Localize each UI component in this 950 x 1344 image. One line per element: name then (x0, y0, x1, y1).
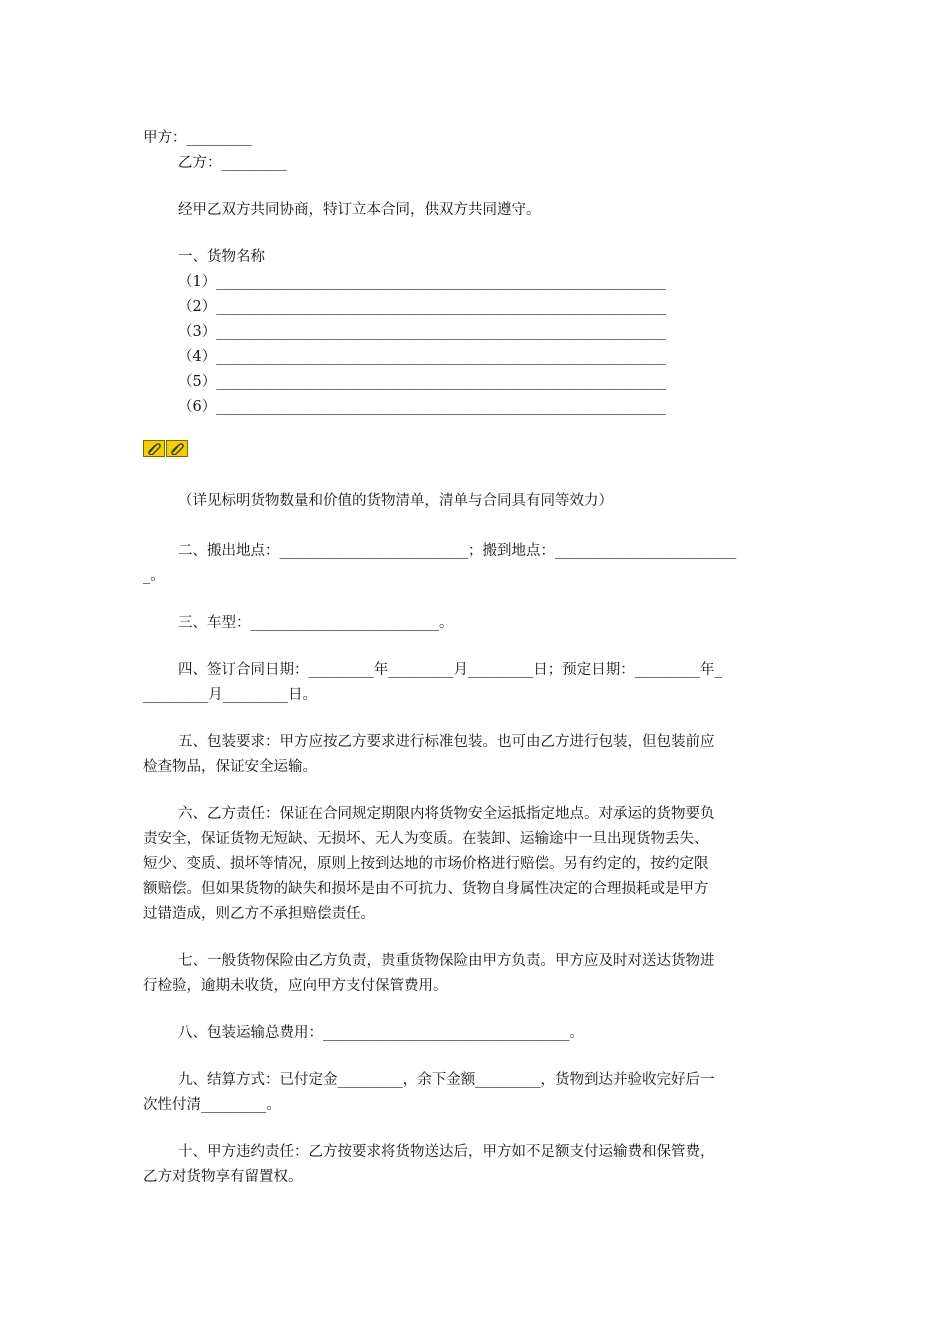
goods-note: （详见标明货物数量和价值的货物清单，清单与合同具有同等效力） (178, 493, 613, 509)
attachment-icon[interactable] (143, 440, 165, 457)
party-b-line: 乙方：_________ (178, 155, 287, 171)
section-6-line: 过错造成，则乙方不承担赔偿责任。 (143, 906, 375, 922)
goods-item: （4）______________________________________________________________ (178, 349, 666, 365)
goods-item: （2）______________________________________________________________ (178, 299, 666, 315)
section-8-line: 八、包装运输总费用：__________________________________。 (178, 1025, 584, 1041)
section-6-line: 六、乙方责任：保证在合同规定期限内将货物安全运抵指定地点。对承运的货物要负 (178, 806, 715, 822)
attachment-icon[interactable] (166, 440, 188, 457)
section-10-line: 乙方对货物享有留置权。 (143, 1169, 303, 1185)
goods-item: （3）______________________________________________________________ (178, 324, 666, 340)
section-10-line: 十、甲方违约责任：乙方按要求将货物送达后，甲方如不足额支付运输费和保管费， (178, 1144, 715, 1160)
section-5-line: 检查物品，保证安全运输。 (143, 759, 317, 775)
section-4-line: 四、签订合同日期：_________年_________月_________日；预定日期：_________年_ (178, 662, 722, 678)
section-3-line: 三、车型：__________________________。 (178, 615, 454, 631)
goods-heading: 一、货物名称 (178, 249, 265, 265)
section-7-line: 行检验，逾期未收货，应向甲方支付保管费用。 (143, 978, 448, 994)
paperclip-icon (146, 442, 162, 455)
paperclip-icon (169, 442, 185, 455)
attachment-icons (143, 440, 188, 457)
section-9-line: 次性付清_________。 (143, 1097, 281, 1113)
section-6-line: 短少、变质、损坏等情况，原则上按到达地的市场价格进行赔偿。另有约定的，按约定限 (143, 856, 709, 872)
section-2-line: _。 (143, 568, 165, 584)
goods-item: （1）______________________________________________________________ (178, 274, 666, 290)
intro-text: 经甲乙双方共同协商，特订立本合同，供双方共同遵守。 (178, 202, 541, 218)
section-2-line: 二、搬出地点：__________________________；搬到地点：_________________________ (178, 543, 737, 559)
section-5-line: 五、包装要求：甲方应按乙方要求进行标准包装。也可由乙方进行包装，但包装前应 (178, 734, 715, 750)
goods-item: （6）______________________________________________________________ (178, 399, 666, 415)
section-7-line: 七、一般货物保险由乙方负责，贵重货物保险由甲方负责。甲方应及时对送达货物进 (178, 953, 715, 969)
goods-item: （5）______________________________________________________________ (178, 374, 666, 390)
section-6-line: 额赔偿。但如果货物的缺失和损坏是由不可抗力、货物自身属性决定的合理损耗或是甲方 (143, 881, 709, 897)
section-4-line: _________月_________日。 (143, 687, 317, 703)
section-9-line: 九、结算方式：已付定金_________，余下金额_________，货物到达并验收完好后一 (178, 1072, 715, 1088)
party-a-line: 甲方：_________ (143, 130, 252, 146)
section-6-line: 责安全，保证货物无短缺、无损坏、无人为变质。在装卸、运输途中一旦出现货物丢失、 (143, 831, 709, 847)
